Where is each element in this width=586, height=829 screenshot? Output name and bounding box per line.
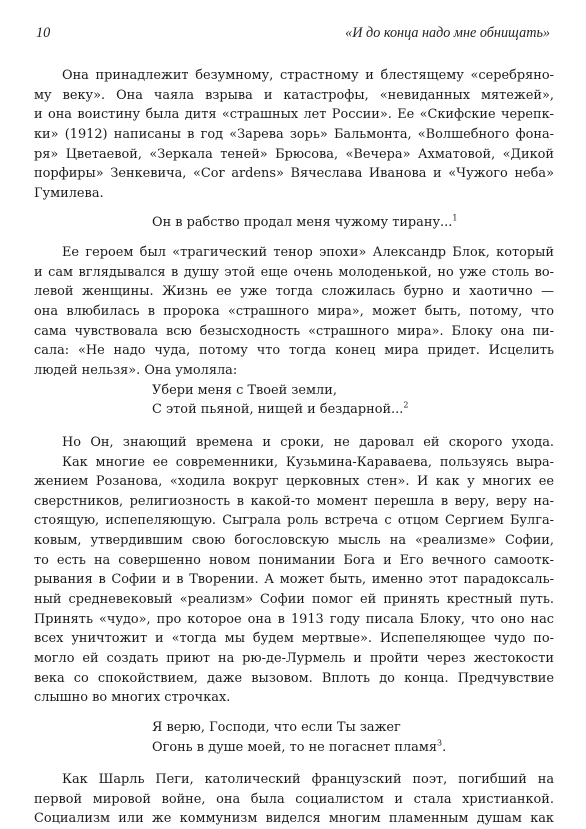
page-number: 10 [36,25,51,41]
paragraph-2 [34,243,554,380]
paragraph-line: Социализм или же коммунизм виделся многим пламенным душам как [34,811,554,827]
paragraph-line: Но Он, знающий времена и сроки, не даровал ей скорого ухода. [62,434,554,450]
paragraph-line: стоящую, испепеляющую. Сыграла роль встреча с отцом Сергием Булга- [34,513,554,529]
paragraph-line: века со спокойствием, даже вызовом. Вплоть до конца. Предчувствие [34,670,554,686]
paragraph-1 [34,66,554,203]
paragraph-line: ки» (1912) написаны в год «Зарева зорь» Бальмонта, «Волшебного фона- [34,126,554,142]
paragraph-line: рывания в Софии и в Творении. А может быть, именно этот парадоксаль- [34,572,554,588]
verse-3 [34,718,554,757]
paragraph-line: и она воистину была дитя «страшных лет России». Ее «Скифские черепк- [34,107,554,123]
body-text [34,66,554,829]
paragraph-line: ря» Цветаевой, «Зеркала теней» Брюсова, «Вечера» Ахматовой, «Дикой [34,146,554,162]
verse-line: С этой пьяной, нищей и бездарной...$^2$ [152,400,409,418]
paragraph-line: всех уничтожит и «тогда мы будем мертвые». Испепеляющее чудо по- [34,631,554,647]
paragraph-line: порфиры» Зенкевича, «Cor ardens» Вячеслава Иванова и «Чужого неба» [34,166,554,182]
paragraph-line: ковым, утвердившим свою богословскую мысль на «реализме» Софии, [34,533,554,549]
paragraph-line: жением Розанова, «ходила вокруг церковных стен». И как у многих ее [34,474,554,490]
paragraph-line: людей нельзя». Она умоляла: [34,362,238,378]
paragraph-line: Как Шарль Пеги, католический французский поэт, погибший на [62,772,554,788]
paragraph-line: Ее героем был «трагический тенор эпохи» Александр Блок, который [62,245,554,261]
running-header [36,25,550,47]
verse-line: Я верю, Господи, что если Ты зажег [152,719,401,735]
paragraph-line: сама чувствовала всю безысходность «страшного мира». Блоку она пи- [34,323,554,339]
paragraph-line: Гумилева. [34,185,104,201]
paragraph-line: могло ей создать приют на рю-де-Лурмель и пройти через жестокости [34,650,554,666]
footnote-marker: 1 [452,214,458,224]
footnote-marker: 3 [436,738,443,748]
paragraph-line: Как многие ее современники, Кузьмина-Караваева, пользуясь выра- [62,454,554,470]
verse-line: Он в рабство продал меня чужому тирану...$^1$ [152,214,458,231]
paragraph-line: то есть на совершенно новом понимании Бога и Его вечного самоотк- [34,552,554,568]
verse-1 [34,213,554,233]
paragraph-line: слышно во многих строчках. [34,690,231,706]
paragraph-line: и сам вглядывался в душу этой еще очень молоденькой, но уже столь во- [34,264,554,280]
verse-line: Убери меня с Твоей земли, [152,382,337,398]
running-title: «И до конца надо мне обнищать» [345,25,550,41]
verse-line: Огонь в душе моей, то не погаснет пламя$^3$. [152,738,447,755]
paragraph-line: сала: «Не надо чуда, потому что тогда конец мира придет. Исцелить [34,343,554,359]
paragraph-3 [34,433,554,708]
paragraph-line: му веку». Она чаяла взрыва и катастрофы, «невиданных мятежей», [34,87,554,103]
paragraph-line: левой женщины. Жизнь ее уже тогда сложилась бурно и хаотично — [34,284,554,300]
paragraph-line: ный средневековый «реализм» Софии помог ей принять крестный путь. [34,592,554,608]
footnote-marker: 2 [403,400,409,410]
verse-2 [34,381,554,420]
paragraph-line: Принять «чудо», про которое она в 1913 году писала Блоку, что оно нас [34,611,554,627]
paragraph-line: первой мировой войне, она была социалистом и стала христианкой. [34,791,554,807]
paragraph-line: сверстников, религиозность в какой-то момент перешла в веру, веру на- [34,493,554,509]
paragraph-line: она влюбилась в пророка «страшного мира», может быть, потому, что [34,304,554,320]
paragraph-line: Она принадлежит безумному, страстному и блестящему «серебряно- [62,68,554,83]
